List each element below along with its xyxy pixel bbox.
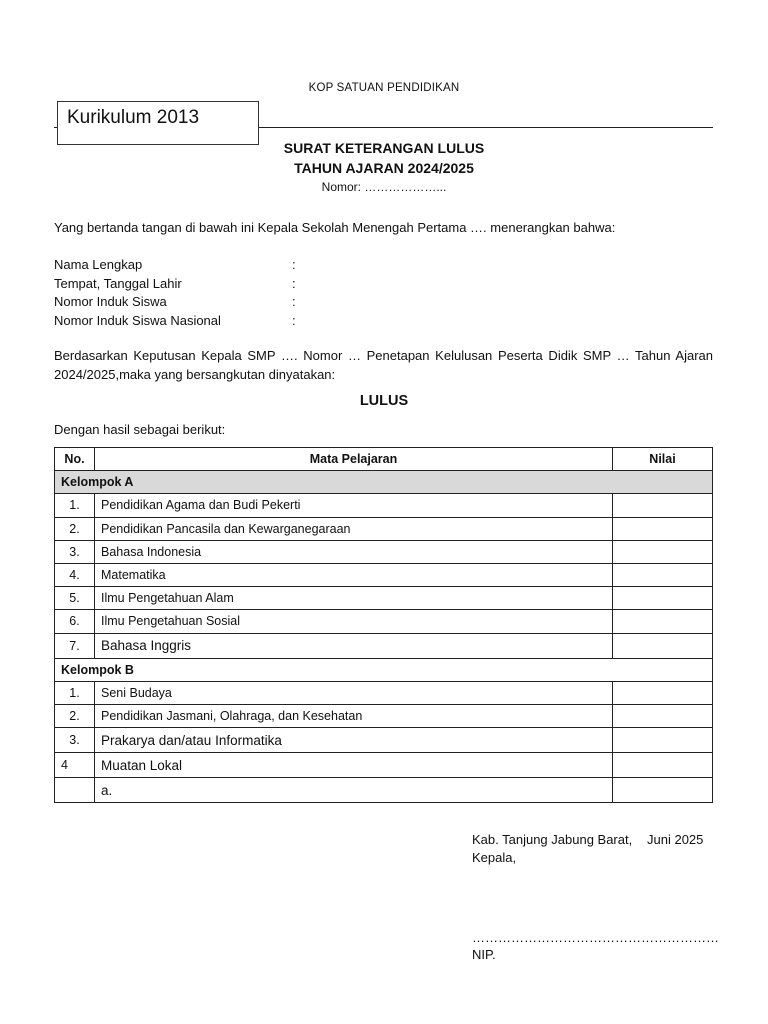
document-number: Nomor: ………………... bbox=[321, 180, 447, 194]
academic-year-title: TAHUN AJARAN 2024/2025 bbox=[294, 160, 474, 176]
subject-cell: Seni Budaya bbox=[95, 681, 613, 704]
grades-table bbox=[54, 447, 713, 803]
row-number: 3. bbox=[55, 728, 95, 753]
row-number: 7. bbox=[55, 633, 95, 658]
subject-cell: Bahasa Inggris bbox=[95, 633, 613, 658]
group-b-row bbox=[55, 658, 713, 681]
row-number: 2. bbox=[55, 704, 95, 727]
grade-cell bbox=[613, 563, 713, 586]
identity-row-birth bbox=[54, 276, 454, 295]
identity-colon: : bbox=[292, 294, 296, 310]
grade-cell bbox=[613, 633, 713, 658]
table-row bbox=[55, 753, 713, 778]
grade-cell bbox=[613, 540, 713, 563]
table-row bbox=[55, 610, 713, 633]
grade-cell bbox=[613, 778, 713, 803]
table-row bbox=[55, 778, 713, 803]
row-number: 2. bbox=[55, 517, 95, 540]
signature-role: Kepala, bbox=[472, 850, 517, 865]
subject-cell: Muatan Lokal bbox=[95, 753, 613, 778]
student-identity-list bbox=[54, 257, 454, 332]
identity-colon: : bbox=[292, 275, 296, 291]
row-number: 4. bbox=[55, 563, 95, 586]
subject-cell: Pendidikan Jasmani, Olahraga, dan Kesehatan bbox=[95, 704, 613, 727]
table-row bbox=[55, 517, 713, 540]
table-row bbox=[55, 540, 713, 563]
row-number: 6. bbox=[55, 610, 95, 633]
signature-city: Kab. Tanjung Jabung Barat, bbox=[472, 832, 633, 847]
grade-cell bbox=[613, 517, 713, 540]
letterhead-placeholder: KOP SATUAN PENDIDIKAN bbox=[308, 82, 460, 94]
grade-cell bbox=[613, 704, 713, 727]
row-number: 1. bbox=[55, 494, 95, 517]
table-row bbox=[55, 587, 713, 610]
group-a-row bbox=[55, 471, 713, 494]
subject-cell: Ilmu Pengetahuan Alam bbox=[95, 587, 613, 610]
identity-label: Nama Lengkap bbox=[54, 257, 143, 272]
identity-label: Nomor Induk Siswa bbox=[54, 294, 167, 310]
row-number: 1. bbox=[55, 681, 95, 704]
group-a-label: Kelompok A bbox=[55, 471, 713, 494]
identity-colon: : bbox=[292, 313, 296, 329]
table-row bbox=[55, 494, 713, 517]
grade-cell bbox=[613, 494, 713, 517]
subject-cell: Ilmu Pengetahuan Sosial bbox=[95, 610, 613, 633]
subject-cell: Matematika bbox=[95, 563, 613, 586]
subject-cell: Pendidikan Agama dan Budi Pekerti bbox=[95, 494, 613, 517]
row-number bbox=[55, 778, 95, 803]
table-row bbox=[55, 728, 713, 753]
table-row bbox=[55, 633, 713, 658]
signature-nip: NIP. bbox=[472, 947, 496, 962]
grade-cell bbox=[613, 681, 713, 704]
table-row bbox=[55, 681, 713, 704]
header-subject: Mata Pelajaran bbox=[95, 448, 613, 471]
decision-paragraph: Berdasarkan Keputusan Kepala SMP …. Nomor … Penetapan Kelulusan Peserta Didik SMP … Tahun Ajaran 2024/2025,maka yang bersangkutan dinyatakan: bbox=[54, 348, 713, 382]
grade-cell bbox=[613, 587, 713, 610]
identity-row-nisn bbox=[54, 313, 454, 332]
subject-cell: Bahasa Indonesia bbox=[95, 540, 613, 563]
grade-cell bbox=[613, 753, 713, 778]
graduation-status: LULUS bbox=[359, 393, 409, 409]
subject-cell: a. bbox=[95, 778, 613, 803]
grade-cell bbox=[613, 728, 713, 753]
subject-cell: Pendidikan Pancasila dan Kewarganegaraan bbox=[95, 517, 613, 540]
signature-line: ………………………………………………… bbox=[472, 930, 719, 945]
identity-colon: : bbox=[292, 257, 296, 272]
header-no: No. bbox=[55, 448, 95, 471]
header-nilai: Nilai bbox=[613, 448, 713, 471]
intro-paragraph: Yang bertanda tangan di bawah ini Kepala Sekolah Menengah Pertama …. menerangkan bahwa: bbox=[54, 220, 616, 235]
curriculum-label-box: Kurikulum 2013 bbox=[57, 101, 259, 145]
group-b-label: Kelompok B bbox=[55, 658, 713, 681]
identity-row-name bbox=[54, 257, 454, 276]
subject-cell: Prakarya dan/atau Informatika bbox=[95, 728, 613, 753]
identity-label: Tempat, Tanggal Lahir bbox=[54, 275, 182, 291]
row-number: 3. bbox=[55, 540, 95, 563]
row-number: 5. bbox=[55, 587, 95, 610]
grade-cell bbox=[613, 610, 713, 633]
signature-date: Juni 2025 bbox=[647, 832, 704, 847]
identity-label: Nomor Induk Siswa Nasional bbox=[54, 313, 221, 329]
table-row bbox=[55, 563, 713, 586]
table-header-row bbox=[55, 448, 713, 471]
row-number: 4 bbox=[55, 753, 95, 778]
table-row bbox=[55, 704, 713, 727]
identity-row-nis bbox=[54, 294, 454, 313]
document-title: SURAT KETERANGAN LULUS bbox=[283, 140, 485, 156]
results-intro: Dengan hasil sebagai berikut: bbox=[54, 422, 226, 437]
